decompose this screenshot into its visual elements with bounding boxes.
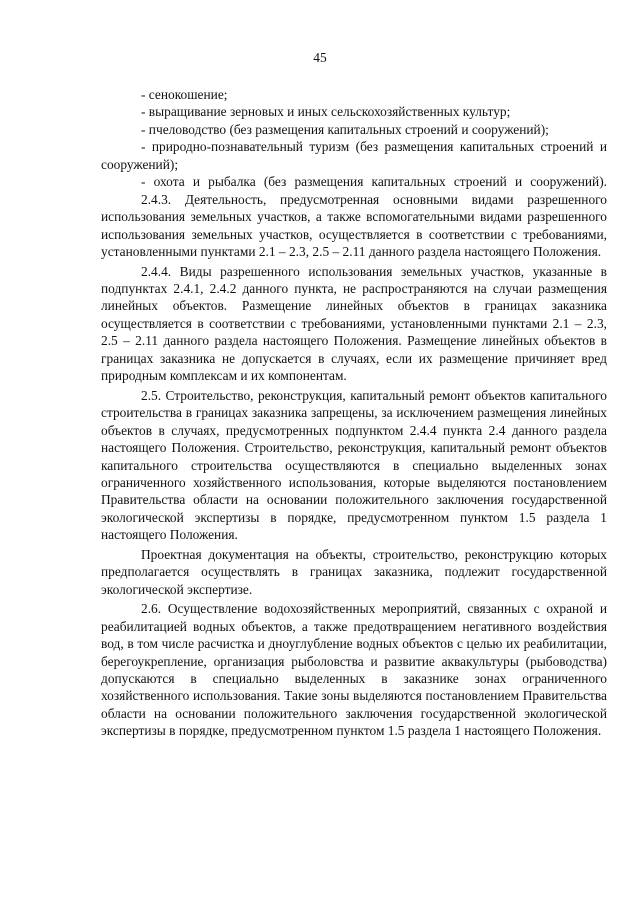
paragraph-2-4-4: 2.4.4. Виды разрешенного использования земельных участков, указанные в подпунктах 2.4.1, 2.4.2 данного пункта, не распространяются на случаи размещения линейных объектов. Размещение линейных объектов в границах заказника осуществляется в соответствии с требованиями, установленными пунктами 2.1 – 2.3, 2.5 – 2.11 данного раздела настоящего Положения. Размещение линейных объектов в границах заказника не допускается в случаях, если их размещение причиняет вред природным комплексам и их компонентам. [101, 263, 607, 384]
list-item: - пчеловодство (без размещения капитальных строений и сооружений); [141, 121, 549, 137]
paragraph-2-6: 2.6. Осуществление водохозяйственных мероприятий, связанных с охраной и реабилитацией водных объектов, а также предотвращением негативного воздействия вод, в том числе расчистка и дноуглубление водных объектов с целью их реабилитации, берегоукрепление, организация рыболовства и развитие аквакультуры (рыбоводства) допускаются в специально выделенных в заказнике зонах ограниченного хозяйственного использования. Такие зоны выделяются постановлением Правительства области на основании положительного заключения государственной экологической экспертизы в порядке, предусмотренном пунктом 1.5 раздела 1 настоящего Положения. [101, 601, 607, 739]
paragraph-project-documentation: Проектная документация на объекты, строительство, реконструкцию которых предполагается осуществлять в границах заказника, подлежит государственной экологической экспертизе. [101, 546, 607, 597]
paragraph-2-4-3: 2.4.3. Деятельность, предусмотренная основными видами разрешенного использования земельных участков, а также вспомогательными видами разрешенного использования земельных участков, осуществляется в соответствии с требованиями, установленными пунктами 2.1 – 2.3, 2.5 – 2.11 данного раздела настоящего Положения. [101, 191, 607, 260]
list-item: - сенокошение; [141, 87, 228, 102]
paragraph-2-5: 2.5. Строительство, реконструкция, капитальный ремонт объектов капитального строительства в границах заказника запрещены, за исключением размещения линейных объектов в случаях, предусмотренных подпунктом 2.4.4 пункта 2.4 данного раздела настоящего Положения. Строительство, реконструкция, капитальный ремонт объектов капитального строительства осуществляются в специально выделенных зонах ограниченного хозяйственного использования, которые выделяются постановлением Правительства области на основании положительного заключения государственной экологической экспертизы в порядке, предусмотренном пунктом 1.5 раздела 1 настоящего Положения. [101, 387, 607, 543]
list-item: - охота и рыбалка (без размещения капитальных строений и сооружений). [141, 174, 607, 190]
document-body [101, 86, 607, 740]
page-number: 45 [313, 50, 327, 65]
list-item: - природно-познавательный туризм (без размещения капитальных строений и сооружений); [101, 139, 607, 172]
list-item: - выращивание зерновых и иных сельскохозяйственных культур; [141, 104, 511, 120]
